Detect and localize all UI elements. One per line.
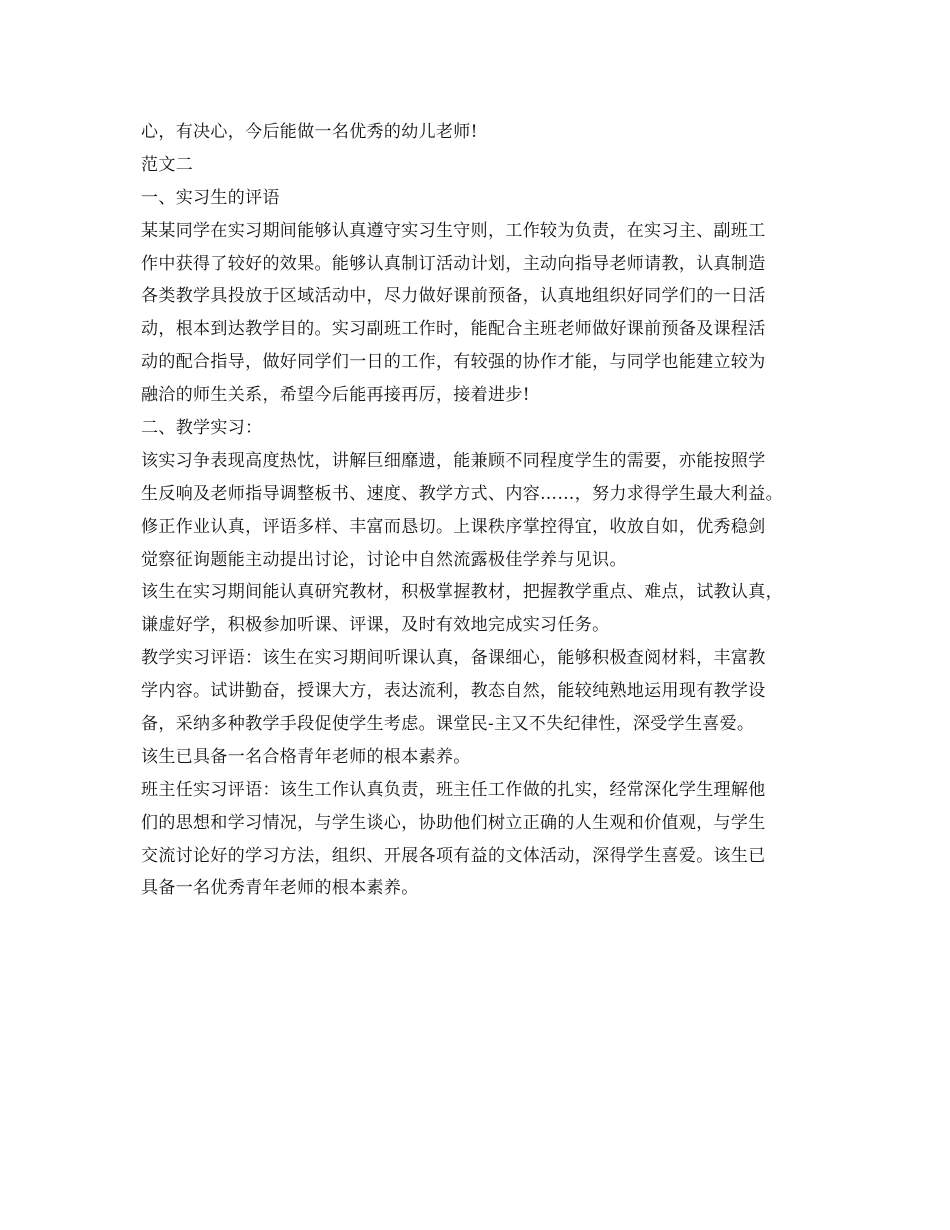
text-line: 生反响及老师指导调整板书、速度、教学方式、内容……，努力求得学生最大利益。 — [141, 483, 783, 504]
text-line: 具备一名优秀青年老师的根本素养。 — [141, 878, 419, 899]
text-line: 备，采纳多种教学手段促使学生考虑。课堂民-主又不失纪律性，深受学生喜爱。 — [141, 714, 755, 735]
section-heading: 二、教学实习： — [141, 418, 263, 439]
text-line: 动，根本到达教学目的。实习副班工作时，能配合主班老师做好课前预备及课程活 — [141, 319, 766, 340]
document-body — [141, 116, 831, 905]
text-line: 某某同学在实习期间能够认真遵守实习生守则，工作较为负责，在实习主、副班工 — [141, 220, 766, 241]
text-line: 心，有决心，今后能做一名优秀的幼儿老师! — [141, 122, 478, 142]
section-heading: 一、实习生的评语 — [141, 187, 280, 208]
text-line: 融洽的师生关系，希望今后能再接再厉，接着进步! — [141, 385, 530, 406]
text-line: 该生在实习期间能认真研究教材，积极掌握教材，把握教学重点、难点，试教认真， — [141, 582, 783, 603]
text-line: 学内容。试讲勤奋，授课大方，表达流利，教态自然，能较纯熟地运用现有教学设 — [141, 681, 766, 702]
text-line: 觉察征询题能主动提出讨论，讨论中自然流露极佳学养与见识。 — [141, 549, 627, 570]
text-line: 该实习争表现高度热忱，讲解巨细靡遗，能兼顾不同程度学生的需要，亦能按照学 — [141, 450, 766, 471]
text-line: 教学实习评语：该生在实习期间听课认真，备课细心，能够积极查阅材料，丰富教 — [141, 648, 766, 669]
text-line: 交流讨论好的学习方法，组织、开展各项有益的文体活动，深得学生喜爱。该生已 — [141, 845, 766, 866]
text-line: 谦虚好学，积极参加听课、评课，及时有效地完成实习任务。 — [141, 615, 610, 636]
text-line: 动的配合指导，做好同学们一日的工作，有较强的协作才能，与同学也能建立较为 — [141, 352, 766, 373]
text-line: 作中获得了较好的效果。能够认真制订活动计划，主动向指导老师请教，认真制造 — [141, 253, 766, 274]
text-line: 该生已具备一名合格青年老师的根本素养。 — [141, 746, 471, 767]
text-line: 班主任实习评语：该生工作认真负责，班主任工作做的扎实，经常深化学生理解他 — [141, 779, 766, 800]
text-line: 们的思想和学习情况，与学生谈心，协助他们树立正确的人生观和价值观，与学生 — [141, 812, 766, 833]
text-line: 修正作业认真，评语多样、丰富而恳切。上课秩序掌控得宜，收放自如，优秀稳剑 — [141, 516, 766, 537]
section-heading: 范文二 — [141, 154, 194, 175]
text-line: 各类教学具投放于区域活动中，尽力做好课前预备，认真地组织好同学们的一日活 — [141, 286, 766, 307]
